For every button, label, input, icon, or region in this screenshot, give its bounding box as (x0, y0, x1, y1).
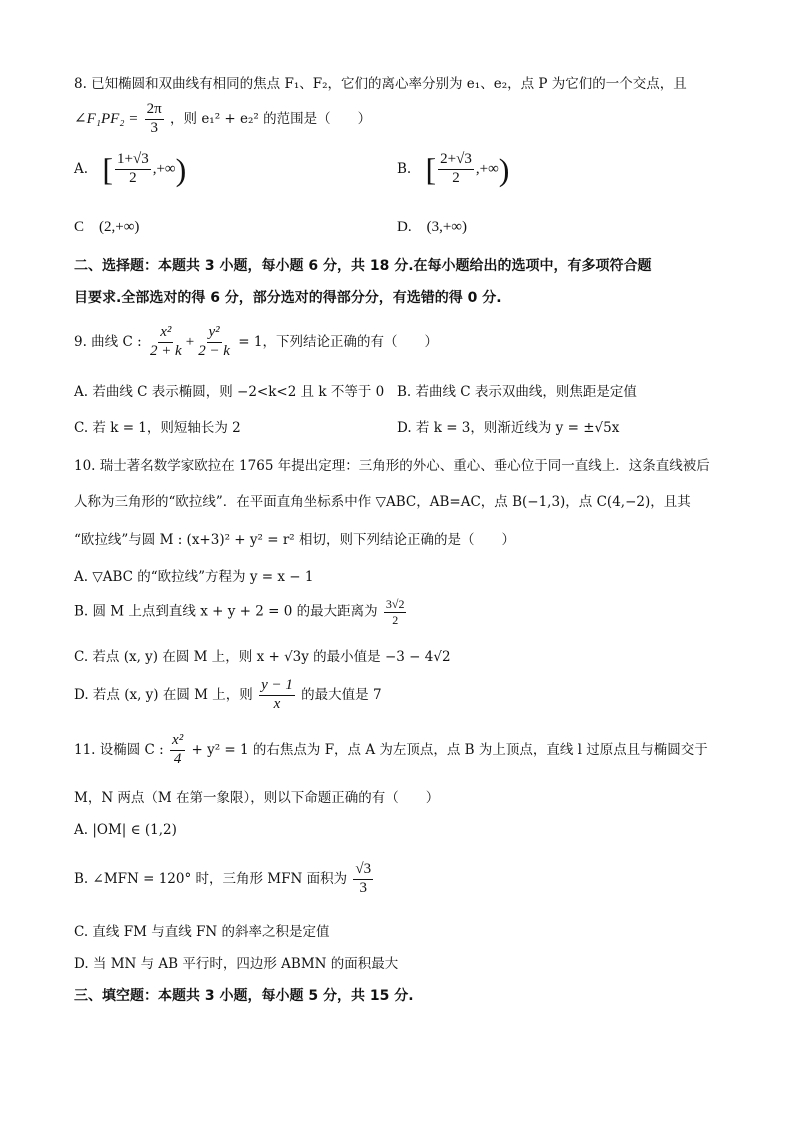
q8-a-label: A. (74, 160, 89, 177)
q10-d-den: x (273, 695, 281, 712)
q8-line1: 8. 已知椭圆和双曲线有相同的焦点 F₁、F₂，它们的离心率分别为 e₁、e₂，点 P 为它们的一个交点，且 (74, 76, 687, 92)
q11-b-num: √3 (353, 862, 373, 880)
q8-line2-tail: ，则 e₁² + e₂² 的范围是（ ） (170, 110, 372, 127)
q11-option-b (74, 862, 734, 897)
q8-b-num: 2+√3 (438, 152, 474, 170)
q8-option-d: D. (3,+∞) (397, 219, 467, 235)
q8-options-cd (74, 215, 734, 236)
q11-f-num: x² (170, 733, 185, 751)
q11-tail: + y² = 1 的右焦点为 F，点 A 为左顶点，点 B 为上顶点，直线 l 过原点且与椭圆交于 (191, 741, 708, 758)
q8-line2 (74, 102, 734, 137)
q9-option-b: B. 若曲线 C 表示双曲线，则焦距是定值 (397, 384, 637, 400)
q9-frac1 (148, 325, 184, 360)
q8-b-frac (438, 152, 474, 187)
q10-d-head: D. 若点 (x, y) 在圆 M 上，则 (74, 686, 253, 703)
q11-b-head: B. ∠MFN = 120° 时，三角形 MFN 面积为 (74, 870, 348, 887)
q9-plus: + (185, 333, 195, 350)
section2-line2: 目要求.全部选对的得 6 分，部分选对的得部分分，有选错的得 0 分. (74, 290, 502, 306)
q11-b-den: 3 (359, 879, 368, 896)
q9-head: 9. 曲线 C : (74, 333, 142, 350)
q9-option-a: A. 若曲线 C 表示椭圆，则 −2<k<2 且 k 不等于 0 (74, 384, 385, 400)
q8-options-ab (74, 152, 734, 187)
q10-line3: “欧拉线”与圆 M : (x+3)² + y² = r² 相切，则下列结论正确的是（ ） (74, 532, 515, 548)
section2-line1: 二、选择题：本题共 3 小题，每小题 6 分，共 18 分.在每小题给出的选项中，有多项符合题 (74, 258, 652, 274)
q8-option-b: B. [ $\frac{2+√3}{2}$ ,+∞) (397, 151, 510, 188)
q10-line2: 人称为三角形的“欧拉线”．在平面直角坐标系中作 ▽ABC，AB=AC，点 B(−1,3)，点 C(4,−2)，且其 (74, 494, 691, 510)
q10-d-frac (259, 678, 295, 713)
q8-a-tail: ,+∞ (152, 160, 176, 177)
q9-f1-den: 2 + k (149, 342, 182, 359)
q9-option-c: C. 若 k = 1，则短轴长为 2 (74, 420, 241, 436)
q8-frac-num: 2π (145, 102, 164, 120)
q10-option-d (74, 678, 734, 713)
q10-d-num: y − 1 (259, 678, 295, 696)
q9-option-d: D. 若 k = 3，则渐近线为 y = ±√5x (397, 420, 620, 436)
q11-line2: M，N 两点（M 在第一象限），则以下命题正确的有（ ） (74, 790, 440, 806)
q9-options-cd (74, 416, 734, 436)
q11-option-c: C. 直线 FM 与直线 FN 的斜率之积是定值 (74, 924, 330, 940)
q11-option-d: D. 当 MN 与 AB 平行时，四边形 ABMN 的面积最大 (74, 956, 399, 972)
q9-options-ab (74, 380, 734, 400)
q11-frac (170, 733, 185, 768)
q11-stem (74, 733, 734, 768)
q8-option-c: C (2,+∞) (74, 219, 140, 235)
q11-f-den: 4 (173, 750, 182, 767)
q9-f1-num: x² (158, 325, 173, 343)
q10-d-tail: 的最大值是 7 (301, 686, 382, 703)
q10-b-head: B. 圆 M 上点到直线 x + y + 2 = 0 的最大距离为 (74, 603, 378, 620)
q10-option-a: A. ▽ABC 的“欧拉线”方程为 y = x − 1 (74, 569, 314, 585)
q10-b-frac (384, 598, 407, 626)
q8-frac-den: 3 (150, 119, 158, 136)
q10-option-c: C. 若点 (x, y) 在圆 M 上，则 x + √3y 的最小值是 −3 − 4√2 (74, 649, 451, 665)
q10-b-num: 3√2 (385, 597, 405, 611)
q8-a-den: 2 (129, 169, 137, 186)
q10-b-den: 2 (392, 612, 399, 627)
q9-tail: = 1，下列结论正确的有（ ） (238, 333, 438, 350)
q8-fraction (145, 102, 164, 137)
q8-a-num: 1+√3 (115, 152, 151, 170)
q8-b-den: 2 (452, 169, 460, 186)
q9-stem (74, 325, 734, 360)
q9-frac2 (196, 325, 232, 360)
q10-line1: 10. 瑞士著名数学家欧拉在 1765 年提出定理：三角形的外心、重心、垂心位于同一直线上．这条直线被后 (74, 458, 710, 474)
q8-a-frac (115, 152, 151, 187)
q8-option-a: A. [ $\frac{1+√3}{2}$ ,+∞) (74, 151, 187, 188)
q9-f2-den: 2 − k (198, 342, 230, 359)
q8-b-tail: ,+∞ (475, 160, 499, 177)
q11-head: 11. 设椭圆 C : (74, 741, 164, 758)
q8-b-label: B. (397, 160, 412, 177)
q8-angle: ∠F₁PF₂ = (74, 110, 139, 127)
q11-option-a: A. |OM| ∈ (1,2) (74, 822, 177, 838)
section3-line1: 三、填空题：本题共 3 小题，每小题 5 分，共 15 分. (74, 988, 414, 1004)
q10-option-b (74, 598, 734, 626)
q9-f2-num: y² (207, 325, 222, 343)
q11-b-frac (353, 862, 373, 897)
